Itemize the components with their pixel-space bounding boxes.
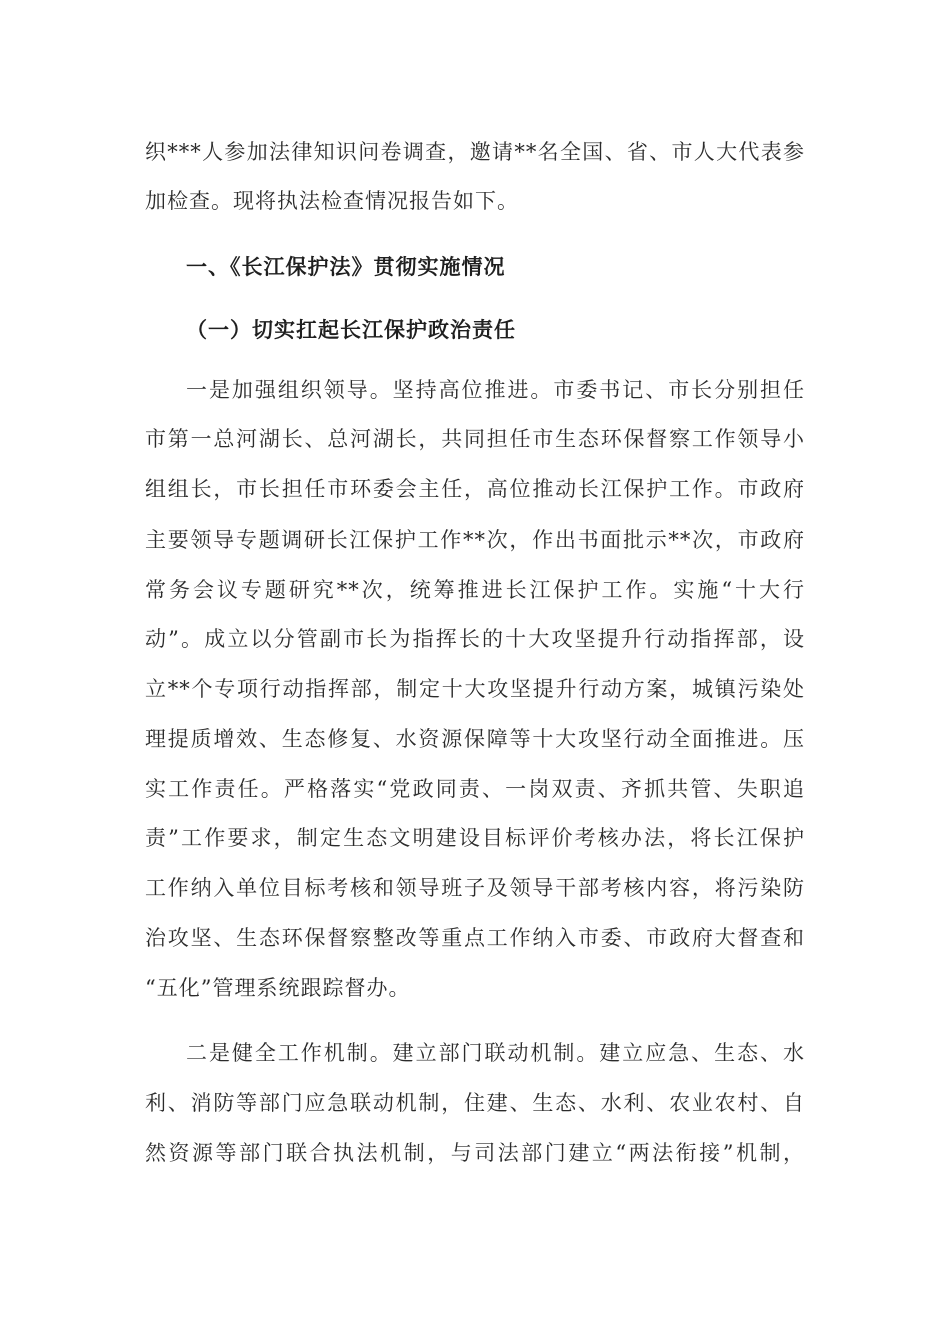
para1-line-3: 组组长，市长担任市环委会主任，高位推动长江保护工作。市政府 [145,477,805,501]
intro-line-1: 织***人参加法律知识问卷调查，邀请**名全国、省、市人大代表参 [145,140,805,164]
para1-line-13: “五化”管理系统跟踪督办。 [145,976,411,1000]
para1-line-8: 理提质增效、生态修复、水资源保障等十大攻坚行动全面推进。压 [145,727,805,751]
para1-line-6: 动”。成立以分管副市长为指挥长的十大攻坚提升行动指挥部，设 [145,627,805,651]
para1-line-10: 责”工作要求，制定生态文明建设目标评价考核办法，将长江保护 [145,826,805,850]
intro-line-2: 加检查。现将执法检查情况报告如下。 [145,189,519,213]
para1-line-9: 实工作责任。严格落实“党政同责、一岗双责、齐抓共管、失职追 [145,777,805,801]
para1-line-12: 治攻坚、生态环保督察整改等重点工作纳入市委、市政府大督查和 [145,926,805,950]
para2-line-3: 然资源等部门联合执法机制，与司法部门建立“两法衔接”机制， [145,1141,805,1165]
para1-line-2: 市第一总河湖长、总河湖长，共同担任市生态环保督察工作领导小 [145,427,805,451]
section-heading: 一、《长江保护法》贯彻实施情况 [186,255,506,279]
para1-line-4: 主要领导专题调研长江保护工作**次，作出书面批示**次，市政府 [145,528,805,552]
para1-line-11: 工作纳入单位目标考核和领导班子及领导干部考核内容，将污染防 [145,876,805,900]
subsection-heading: （一）切实扛起长江保护政治责任 [186,318,516,342]
para2-line-1: 二是健全工作机制。建立部门联动机制。建立应急、生态、水 [186,1041,805,1065]
para1-line-1: 一是加强组织领导。坚持高位推进。市委书记、市长分别担任 [186,378,805,402]
para1-line-5: 常务会议专题研究**次，统筹推进长江保护工作。实施“十大行 [145,578,805,602]
para1-line-7: 立**个专项行动指挥部，制定十大攻坚提升行动方案，城镇污染处 [145,677,805,701]
para2-line-2: 利、消防等部门应急联动机制，住建、生态、水利、农业农村、自 [145,1091,805,1115]
